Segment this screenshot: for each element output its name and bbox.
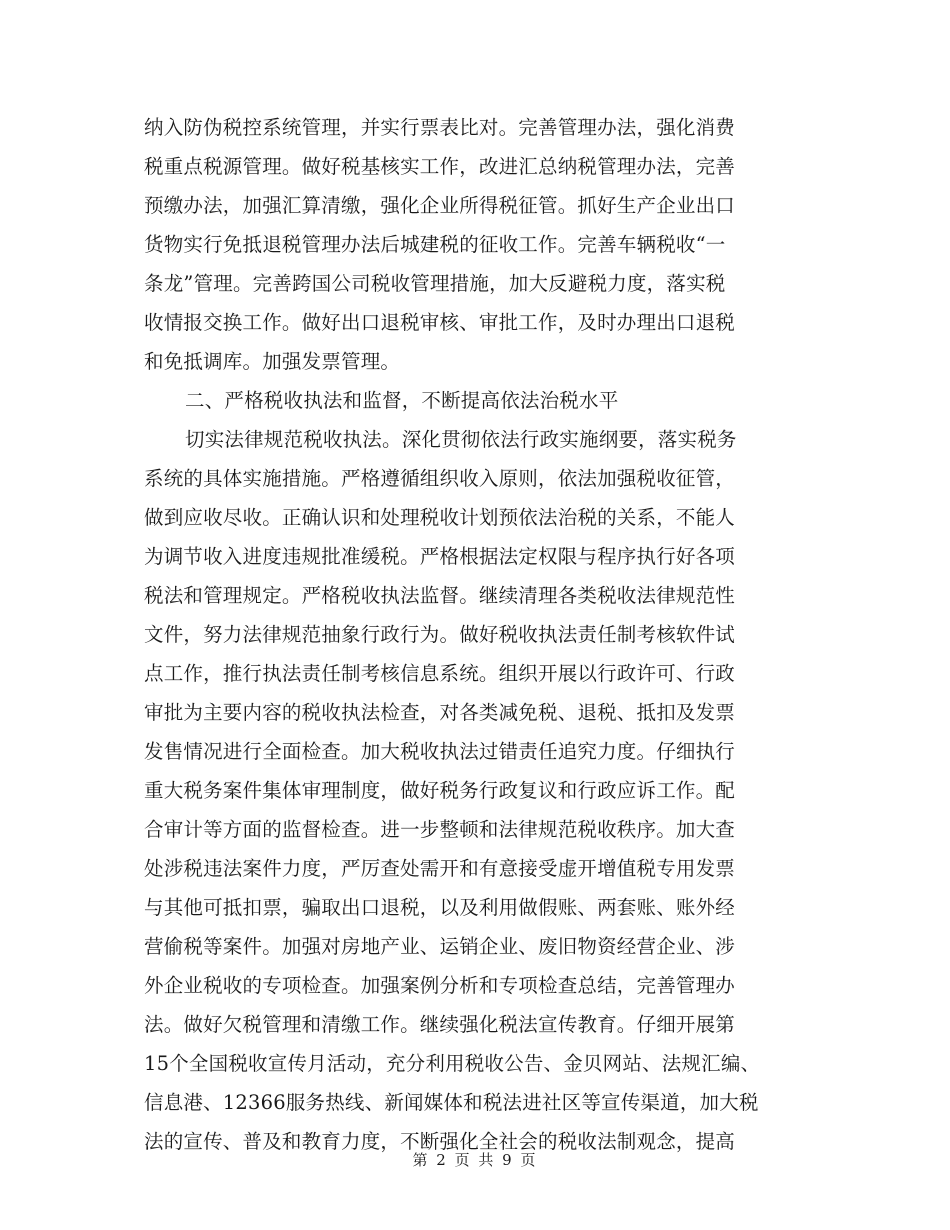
body-line: 点工作，推行执法责任制考核信息系统。组织开展以行政许可、行政: [144, 662, 736, 685]
body-line: 收情报交换工作。做好出口退税审核、审批工作，及时办理出口退税: [144, 311, 736, 334]
body-line: 法。做好欠税管理和清缴工作。继续强化税法宣传教育。仔细开展第: [144, 1013, 736, 1036]
body-line: 处涉税违法案件力度，严厉查处需开和有意接受虚开增值税专用发票: [144, 857, 736, 880]
body-line: 条龙”管理。完善跨国公司税收管理措施，加大反避税力度，落实税: [144, 272, 726, 295]
page-number-footer: 第 2 页 共 9 页: [412, 1151, 538, 1169]
body-line: 切实法律规范税收执法。深化贯彻依法行政实施纲要，落实税务: [185, 428, 737, 451]
body-line: 信息港、12366服务热线、新闻媒体和税法进社区等宣传渠道，加大税: [144, 1091, 759, 1114]
section-heading: 二、严格税收执法和监督，不断提高依法治税水平: [185, 389, 619, 412]
body-line: 系统的具体实施措施。严格遵循组织收入原则，依法加强税收征管，: [144, 467, 736, 490]
body-line: 营偷税等案件。加强对房地产业、运销企业、废旧物资经营企业、涉: [144, 935, 736, 958]
body-line: 纳入防伪税控系统管理，并实行票表比对。完善管理办法，强化消费: [144, 116, 736, 139]
body-line: 做到应收尽收。正确认识和处理税收计划预依法治税的关系，不能人: [144, 506, 736, 529]
body-line: 货物实行免抵退税管理办法后城建税的征收工作。完善车辆税收“一: [144, 233, 726, 256]
body-line: 重大税务案件集体审理制度，做好税务行政复议和行政应诉工作。配: [144, 779, 736, 802]
body-line: 审批为主要内容的税收执法检查，对各类减免税、退税、抵扣及发票: [144, 701, 736, 724]
body-line: 发售情况进行全面检查。加大税收执法过错责任追究力度。仔细执行: [144, 740, 736, 763]
body-line: 法的宣传、普及和教育力度，不断强化全社会的税收法制观念，提高: [144, 1130, 736, 1153]
document-body: [144, 108, 804, 1161]
body-line: 为调节收入进度违规批准缓税。严格根据法定权限与程序执行好各项: [144, 545, 736, 568]
body-line: 税重点税源管理。做好税基核实工作，改进汇总纳税管理办法，完善: [144, 155, 736, 178]
body-line: 15个全国税收宣传月活动，充分利用税收公告、金贝网站、法规汇编、: [144, 1052, 761, 1075]
body-line: 和免抵调库。加强发票管理。: [144, 350, 401, 373]
body-line: 税法和管理规定。严格税收执法监督。继续清理各类税收法律规范性: [144, 584, 736, 607]
body-line: 合审计等方面的监督检查。进一步整顿和法律规范税收秩序。加大查: [144, 818, 736, 841]
body-line: 外企业税收的专项检查。加强案例分析和专项检查总结，完善管理办: [144, 974, 736, 997]
body-line: 与其他可抵扣票，骗取出口退税，以及利用做假账、两套账、账外经: [144, 896, 736, 919]
body-line: 预缴办法，加强汇算清缴，强化企业所得税征管。抓好生产企业出口: [144, 194, 736, 217]
body-line: 文件，努力法律规范抽象行政行为。做好税收执法责任制考核软件试: [144, 623, 736, 646]
